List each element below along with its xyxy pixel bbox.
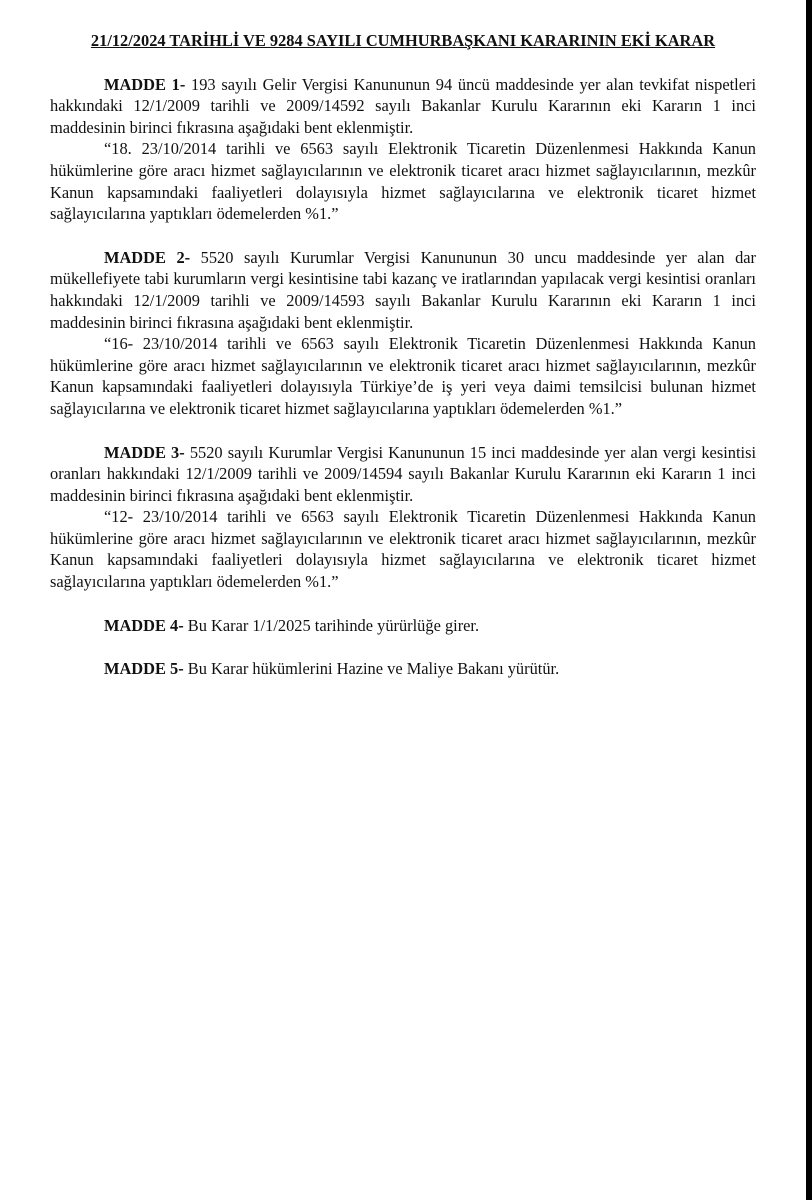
article-label: MADDE 5- — [104, 659, 184, 679]
article-label: MADDE 3- — [104, 442, 185, 462]
article-quote: “12- 23/10/2014 tarihli ve 6563 sayılı Elektronik Ticaretin Düzenlenmesi Hakkında Kanun hükümlerine göre aracı hizmet sağlayıcılarının ve elektronik ticaret aracı hizmet sağlayıcılarının, mezkûr Kanun kapsamındaki faaliyetleri dolayısıyla hizmet sağlayıcılarına ve elektronik ticaret hizmet sağlayıcılarına yaptıkları ödemelerden %1.” — [50, 507, 756, 592]
article-2 — [50, 247, 756, 420]
right-edge-border — [806, 0, 812, 1200]
article-intro-text: Bu Karar hükümlerini Hazine ve Maliye Bakanı yürütür. — [183, 659, 560, 679]
article-1 — [50, 74, 756, 225]
article-label: MADDE 2- — [104, 247, 191, 267]
document-body — [50, 30, 756, 702]
article-5 — [50, 658, 756, 680]
article-intro-text: 5520 sayılı Kurumlar Vergisi Kanununun 15 inci maddesinde yer alan vergi kesintisi oranları hakkındaki 12/1/2009 tarihli ve 2009/14594 sayılı Bakanlar Kurulu Kararının eki Kararın 1 inci maddesinin birinci fıkrasına aşağıdaki bent eklenmiştir. — [50, 442, 757, 505]
article-intro-text: 193 sayılı Gelir Vergisi Kanununun 94 üncü maddesinde yer alan tevkifat nispetleri hakkındaki 12/1/2009 tarihli ve 2009/14592 sayılı Bakanlar Kurulu Kararının eki Kararın 1 inci maddesinin birinci fıkrasına aşağıdaki bent eklenmiştir. — [50, 74, 756, 137]
article-intro — [50, 247, 756, 333]
article-intro — [50, 615, 756, 637]
article-intro-text: Bu Karar 1/1/2025 tarihinde yürürlüğe girer. — [183, 615, 480, 635]
article-4 — [50, 615, 756, 637]
article-intro — [50, 658, 756, 680]
article-quote: “16- 23/10/2014 tarihli ve 6563 sayılı Elektronik Ticaretin Düzenlenmesi Hakkında Kanun hükümlerine göre aracı hizmet sağlayıcılarının ve elektronik ticaret aracı hizmet sağlayıcılarının, mezkûr Kanun kapsamındaki faaliyetleri dolayısıyla Türkiye’de iş yeri veya daimi temsilcisi bulunan hizmet sağlayıcılarına ve elektronik ticaret hizmet sağlayıcılarına yaptıkları ödemelerden %1.” — [50, 334, 756, 418]
article-intro — [50, 74, 756, 139]
article-intro-text: 5520 sayılı Kurumlar Vergisi Kanununun 30 uncu maddesinde yer alan dar mükellefiyete tabi kurumların vergi kesintisine tabi kazanç ve iratlarından yapılacak vergi kesintisi oranları hakkındaki 12/1/2009 tarihli ve 2009/14593 sayılı Bakanlar Kurulu Kararının eki Kararın 1 inci maddesinin birinci fıkrasına aşağıdaki bent eklenmiştir. — [50, 247, 756, 332]
article-label: MADDE 1- — [104, 74, 186, 94]
article-3 — [50, 442, 756, 593]
article-quote: “18. 23/10/2014 tarihli ve 6563 sayılı Elektronik Ticaretin Düzenlenmesi Hakkında Kanun hükümlerine göre aracı hizmet sağlayıcılarının ve elektronik ticaret aracı hizmet sağlayıcılarının, mezkûr Kanun kapsamındaki faaliyetleri dolayısıyla hizmet sağlayıcılarına ve elektronik ticaret hizmet sağlayıcılarına yaptıkları ödemelerden %1.” — [50, 139, 756, 224]
article-intro — [50, 442, 756, 507]
document-title: 21/12/2024 TARİHLİ VE 9284 SAYILI CUMHURBAŞKANI KARARININ EKİ KARAR — [90, 31, 716, 50]
article-label: MADDE 4- — [104, 615, 184, 635]
